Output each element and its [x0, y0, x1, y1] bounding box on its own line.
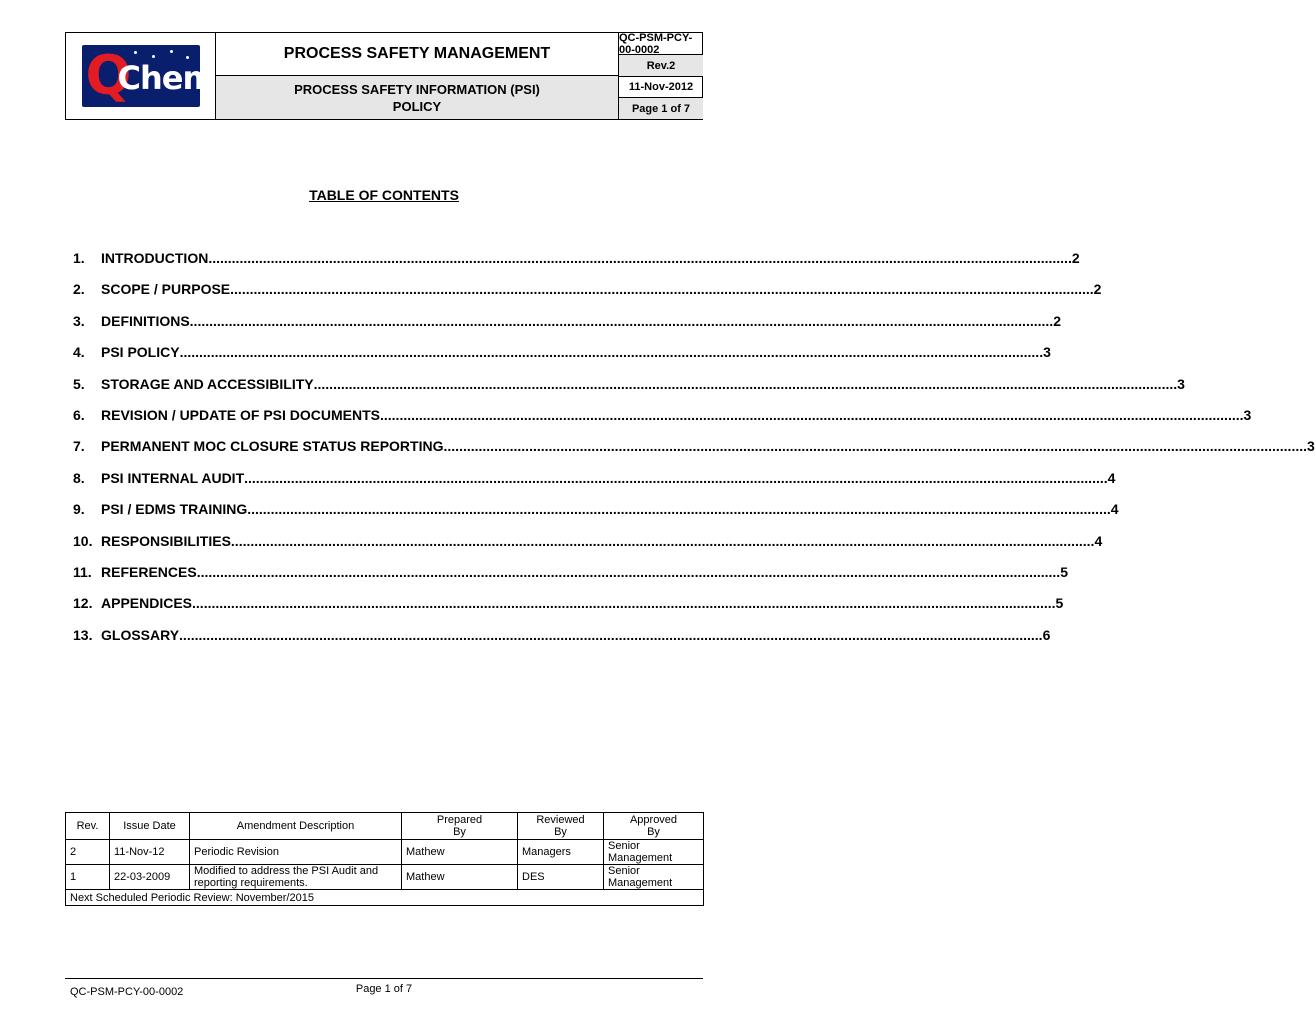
toc-entry-number: 4.	[73, 344, 85, 361]
toc-entry[interactable]	[73, 501, 1119, 521]
toc-entry[interactable]	[73, 532, 1103, 553]
document-date: 11-Nov-2012	[619, 77, 703, 98]
col-prepared-text: Prepared By	[436, 814, 483, 838]
toc-entry-number: 12.	[73, 595, 93, 612]
toc-entry-page: 4	[1107, 469, 1116, 486]
toc-entry[interactable]	[73, 344, 1051, 364]
doc-number: QC-PSM-PCY-00-0002	[619, 33, 703, 55]
revision-table-header	[66, 813, 704, 840]
toc-entry-label: PERMANENT MOC CLOSURE STATUS REPORTING	[101, 438, 444, 455]
toc-entry-page: 2	[1053, 312, 1061, 329]
toc-entry-page: 2	[1093, 281, 1102, 298]
toc-entry-label: REFERENCES	[101, 564, 197, 580]
toc-entry-label: PSI / EDMS TRAINING	[101, 501, 248, 518]
cell-amendment: Modified to address the PSI Audit and reporting requirements.	[190, 865, 402, 890]
toc-entry-page: 3	[1043, 344, 1051, 361]
toc-entry-label: GLOSSARY	[101, 626, 180, 643]
toc-leader-dots	[444, 438, 1308, 454]
cell-issue-date: 11-Nov-12	[110, 840, 190, 865]
qchem-logo	[82, 44, 215, 107]
header-meta-cell	[619, 33, 703, 119]
toc-leader-dots	[247, 501, 1111, 517]
page-indicator: Page 1 of 7	[619, 98, 703, 119]
col-reviewed	[518, 813, 604, 840]
cell-prepared: Mathew	[402, 865, 518, 890]
col-prepared	[402, 813, 518, 840]
col-rev: Rev.	[66, 813, 110, 840]
toc-leader-dots	[380, 407, 1244, 423]
cell-rev: 2	[66, 840, 110, 865]
toc-entry-page: 3	[1177, 375, 1185, 392]
col-approved	[604, 813, 704, 840]
toc-entry-label: SCOPE / PURPOSE	[101, 281, 231, 298]
toc-leader-dots	[230, 281, 1094, 297]
col-reviewed-text: Reviewed By	[536, 814, 585, 838]
toc-entry-label: STORAGE AND ACCESSIBILITY	[101, 375, 314, 392]
toc-entry[interactable]	[73, 469, 1116, 490]
cell-approved-text: Senior Management	[608, 865, 673, 889]
cell-approved-text: Senior Management	[608, 840, 673, 864]
toc-entry-number: 6.	[73, 407, 85, 423]
table-footer-row	[66, 890, 704, 906]
cell-rev: 1	[66, 865, 110, 890]
toc-entry-number: 1.	[73, 250, 85, 266]
toc-entry-number: 2.	[73, 281, 85, 298]
cell-reviewed: DES	[518, 865, 604, 890]
cell-approved	[604, 865, 704, 890]
toc-entry-page: 5	[1055, 595, 1064, 612]
document-header	[65, 32, 703, 120]
toc-entry-number: 5.	[73, 375, 85, 392]
cell-prepared: Mathew	[402, 840, 518, 865]
toc-entry-page: 3	[1243, 407, 1252, 423]
col-amendment: Amendment Description	[190, 813, 402, 840]
revision-table	[65, 812, 704, 906]
document-subtitle	[216, 76, 618, 119]
toc-leader-dots	[244, 470, 1108, 486]
toc-entry-label: PSI INTERNAL AUDIT	[101, 469, 245, 486]
toc-entry-number: 8.	[73, 469, 85, 486]
toc-leader-dots	[192, 595, 1056, 611]
toc-entry-label: PSI POLICY	[101, 344, 180, 361]
footer-page-number: Page 1 of 7	[355, 983, 413, 995]
revision-label: Rev.2	[619, 55, 703, 77]
toc-entry-page: 5	[1060, 564, 1068, 580]
footer-divider	[65, 978, 703, 979]
toc-leader-dots	[208, 250, 1072, 266]
cell-amendment: Periodic Revision	[190, 840, 402, 865]
toc-entry-page: 6	[1042, 626, 1051, 643]
toc-entry[interactable]	[73, 312, 1061, 333]
toc-entry-page: 4	[1094, 532, 1103, 549]
document-title: PROCESS SAFETY MANAGEMENT	[216, 33, 618, 76]
toc-entry[interactable]	[73, 375, 1185, 396]
toc-entry-number: 11.	[73, 564, 92, 580]
cell-issue-date: 22-03-2009	[110, 865, 190, 890]
col-approved-text: Approved By	[629, 814, 678, 838]
toc-entry[interactable]	[73, 250, 1080, 270]
toc-entry[interactable]	[73, 626, 1051, 647]
toc-entry[interactable]	[73, 595, 1064, 615]
cell-reviewed: Managers	[518, 840, 604, 865]
logo-cell	[66, 33, 216, 119]
toc-leader-dots	[180, 344, 1044, 360]
toc-entry[interactable]	[73, 407, 1252, 427]
toc-title: TABLE OF CONTENTS	[309, 187, 459, 203]
toc-entry-number: 10.	[73, 532, 93, 549]
toc-entry-page: 4	[1110, 501, 1119, 518]
next-review: Next Scheduled Periodic Review: November/2015	[66, 890, 704, 906]
logo-star-icon	[170, 50, 173, 53]
toc-entry-page: 3	[1307, 438, 1315, 455]
toc-entry-number: 9.	[73, 501, 85, 518]
toc-entry-page: 2	[1071, 250, 1080, 266]
toc-entry-label: APPENDICES	[101, 595, 193, 612]
toc-entry-label: INTRODUCTION	[101, 250, 209, 266]
toc-entry-label: RESPONSIBILITIES	[101, 532, 231, 549]
toc-leader-dots	[231, 533, 1095, 549]
toc-leader-dots	[314, 376, 1178, 392]
toc-entry[interactable]	[73, 281, 1102, 301]
toc-leader-dots	[179, 627, 1043, 643]
cell-approved	[604, 840, 704, 865]
table-row	[66, 840, 704, 865]
toc-leader-dots	[190, 313, 1054, 329]
toc-entry-label: DEFINITIONS	[101, 312, 190, 329]
toc-entry-label: REVISION / UPDATE OF PSI DOCUMENTS	[101, 407, 380, 423]
logo-star-icon	[152, 55, 155, 58]
footer-doc-number: QC-PSM-PCY-00-0002	[70, 986, 184, 998]
logo-star-icon	[134, 51, 137, 54]
toc-entry-number: 13.	[73, 626, 93, 643]
logo-word-chem: Chem	[117, 59, 215, 97]
toc-entry-number: 7.	[73, 438, 85, 455]
toc-entry[interactable]	[73, 564, 1068, 584]
logo-letter-q: Q	[85, 44, 132, 107]
toc-entry-number: 3.	[73, 312, 85, 329]
col-issue-date: Issue Date	[110, 813, 190, 840]
toc-entry[interactable]	[73, 438, 1315, 458]
table-row	[66, 865, 704, 890]
toc-leader-dots	[197, 564, 1061, 580]
header-title-cell	[216, 33, 619, 119]
document-subtitle-text: PROCESS SAFETY INFORMATION (PSI) POLICY	[294, 81, 540, 114]
